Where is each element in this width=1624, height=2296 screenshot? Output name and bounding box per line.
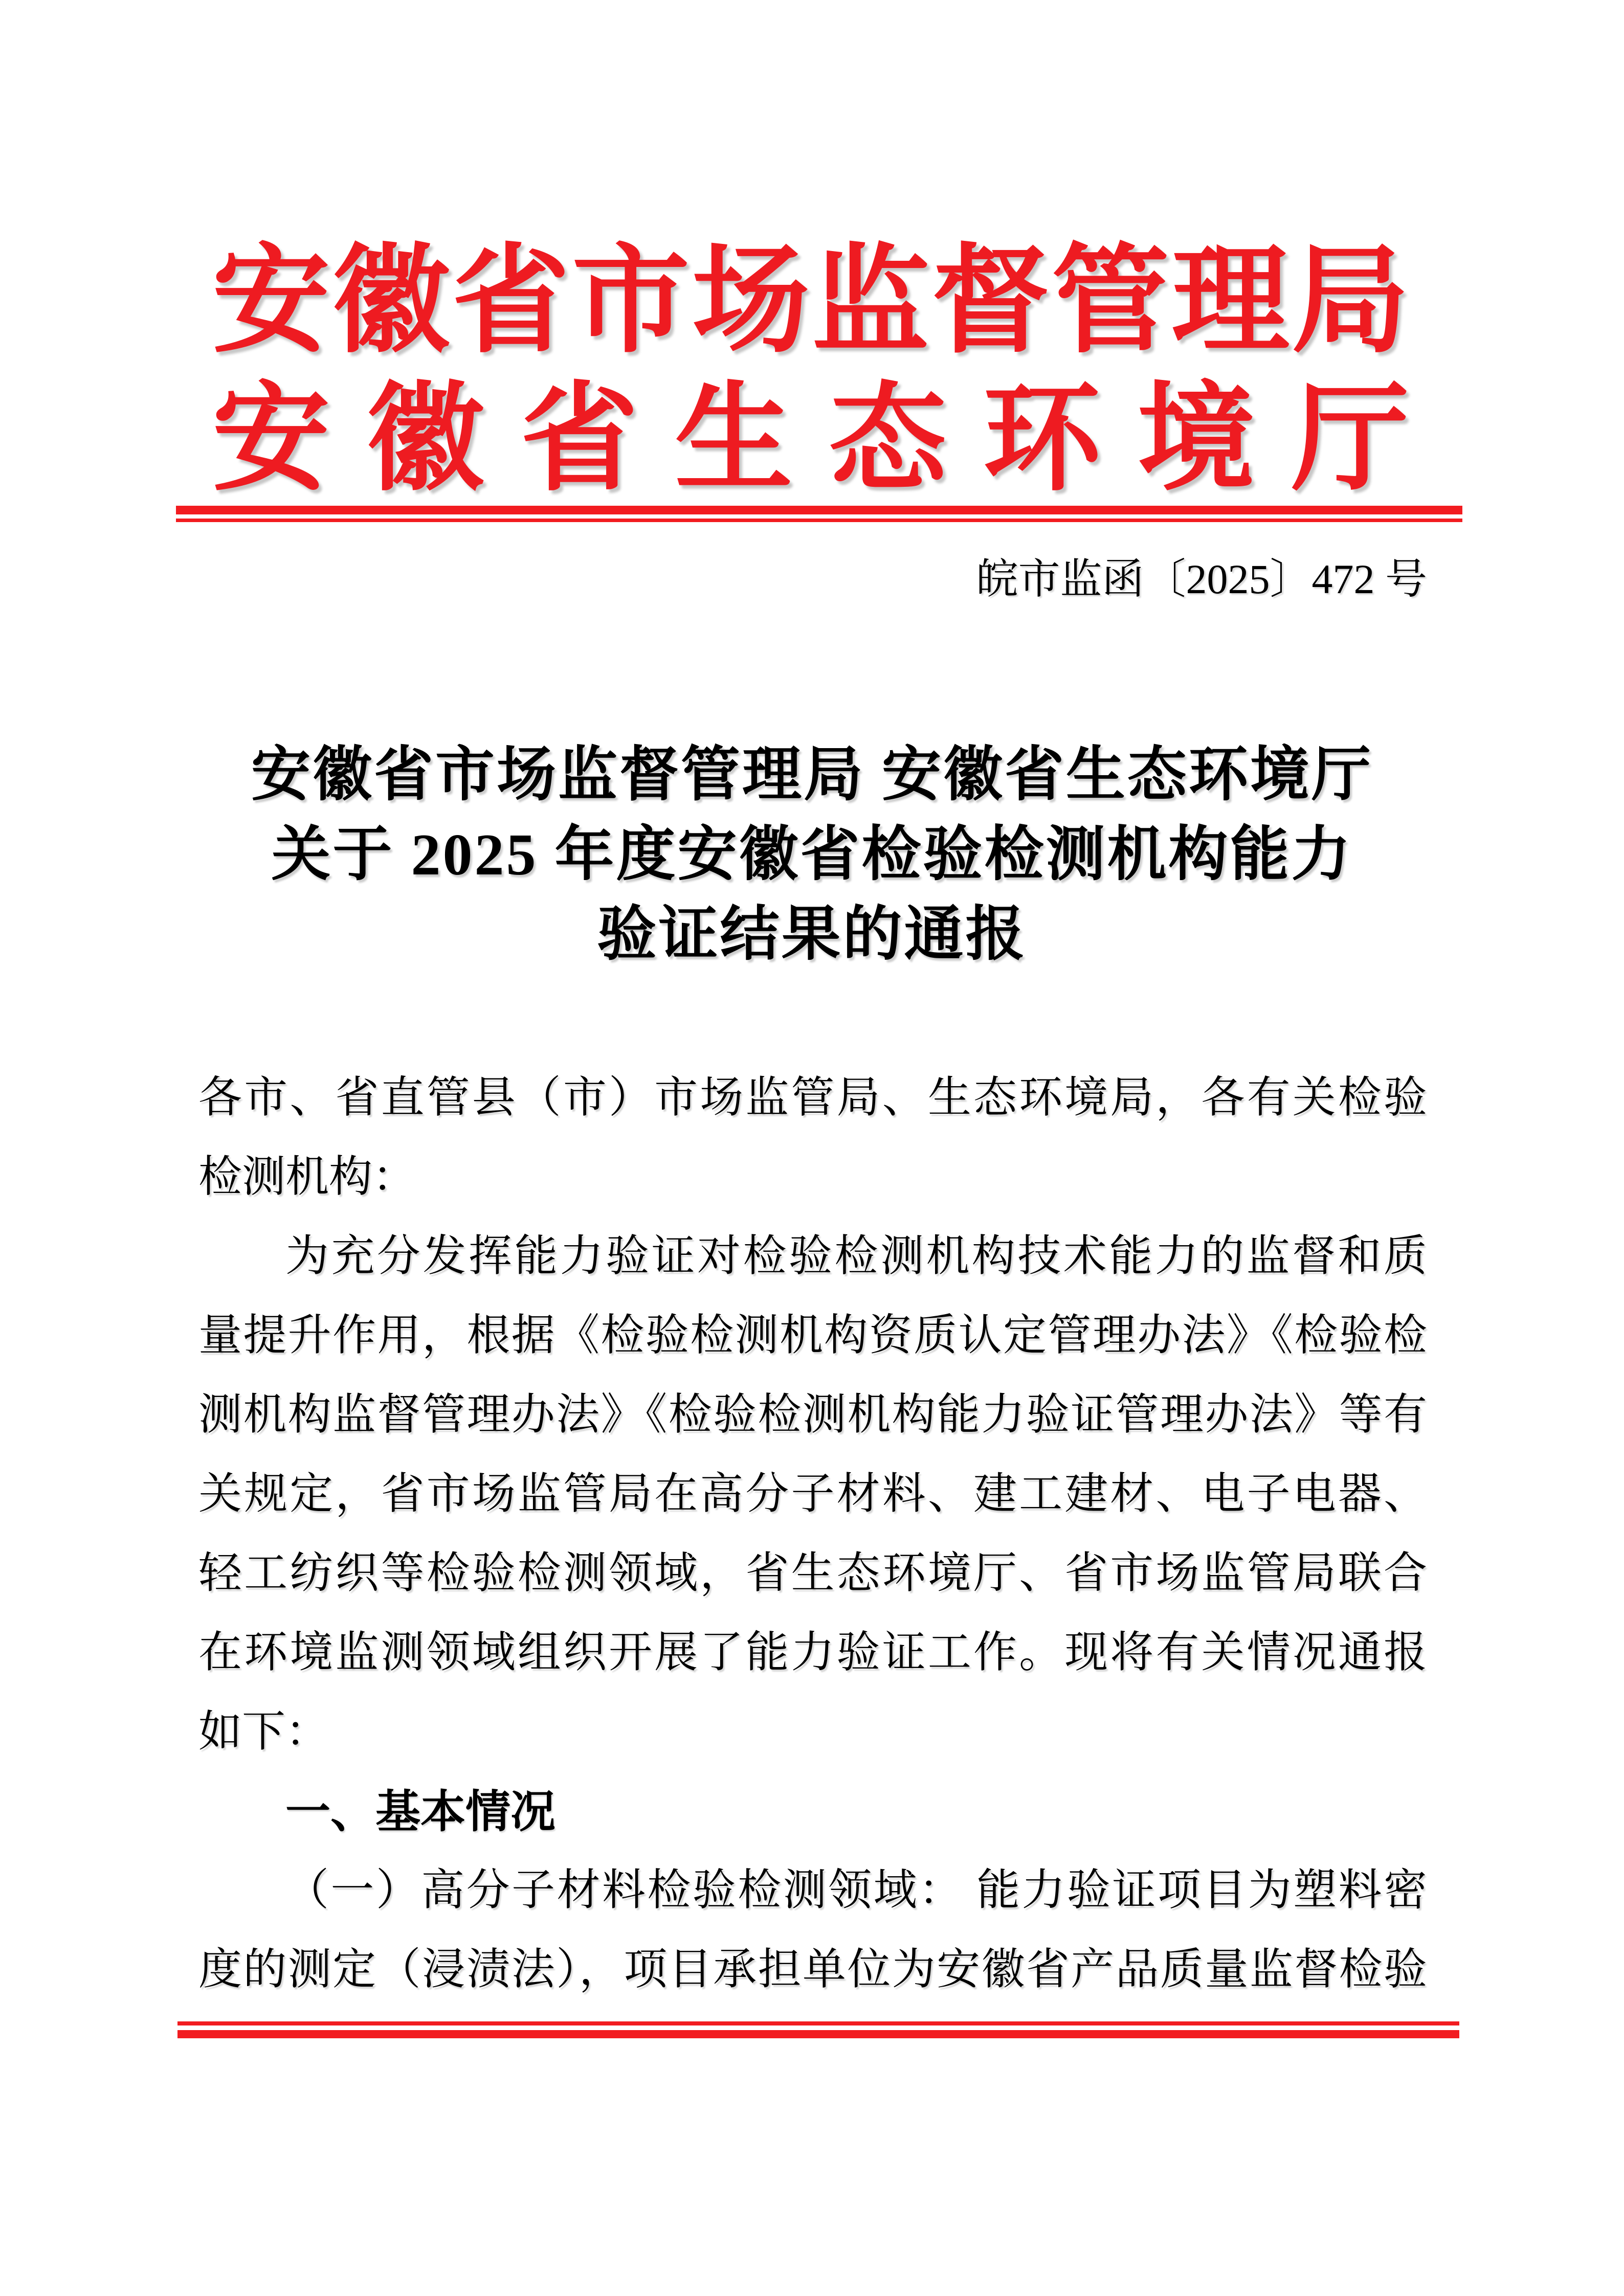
doc-number: 皖市监函〔2025〕472 号 xyxy=(976,556,1427,602)
document-title xyxy=(0,735,1624,975)
body-line: 检测机构： xyxy=(198,1153,416,1201)
top-rule-thin-bar xyxy=(176,519,1462,522)
title-line-3: 验证结果的通报 xyxy=(597,902,1027,967)
letterhead-org-line-1: 安徽省市场监督管理局 xyxy=(212,236,1409,367)
letterhead xyxy=(212,233,1409,509)
top-rule-thick-bar xyxy=(176,506,1462,514)
bottom-rule-thin-bar xyxy=(177,2021,1459,2025)
bottom-rule-thick-bar xyxy=(177,2030,1459,2038)
title-line-1: 安徽省市场监督管理局 安徽省生态环境厅 xyxy=(251,742,1373,808)
body-line: 关规定，省市场监管局在高分子材料、建工建材、电子电器、 xyxy=(198,1470,1427,1518)
body-line: 各市、省直管县（市）市场监管局、生态环境局，各有关检验 xyxy=(198,1074,1427,1122)
body-line: 轻工纺织等检验检测领域，省生态环境厅、省市场监管局联合 xyxy=(198,1549,1427,1597)
title-line-2: 关于 2025 年度安徽省检验检测机构能力 xyxy=(271,822,1353,888)
body-line: （一）高分子材料检验检测领域： 能力验证项目为塑料密 xyxy=(285,1866,1427,1915)
body-line: 测机构监督管理办法》《检验检测机构能力验证管理办法》等有 xyxy=(198,1391,1427,1439)
body-line: 为充分发挥能力验证对检验检测机构技术能力的监督和质 xyxy=(285,1232,1427,1280)
section-heading: 一、基本情况 xyxy=(285,1786,556,1837)
body-line: 度的测定（浸渍法），项目承担单位为安徽省产品质量监督检验 xyxy=(198,1946,1427,1994)
document-body xyxy=(198,1059,1427,2010)
body-line: 量提升作用，根据《检验检测机构资质认定管理办法》《检验检 xyxy=(198,1312,1427,1360)
letterhead-org-line-2: 安徽省生态环境厅 xyxy=(212,374,1409,505)
footer-rule xyxy=(177,2021,1459,2038)
body-line: 如下： xyxy=(198,1708,329,1756)
body-line: 在环境监测领域组织开展了能力验证工作。现将有关情况通报 xyxy=(198,1629,1427,1677)
letterhead-top-rule xyxy=(176,506,1462,522)
